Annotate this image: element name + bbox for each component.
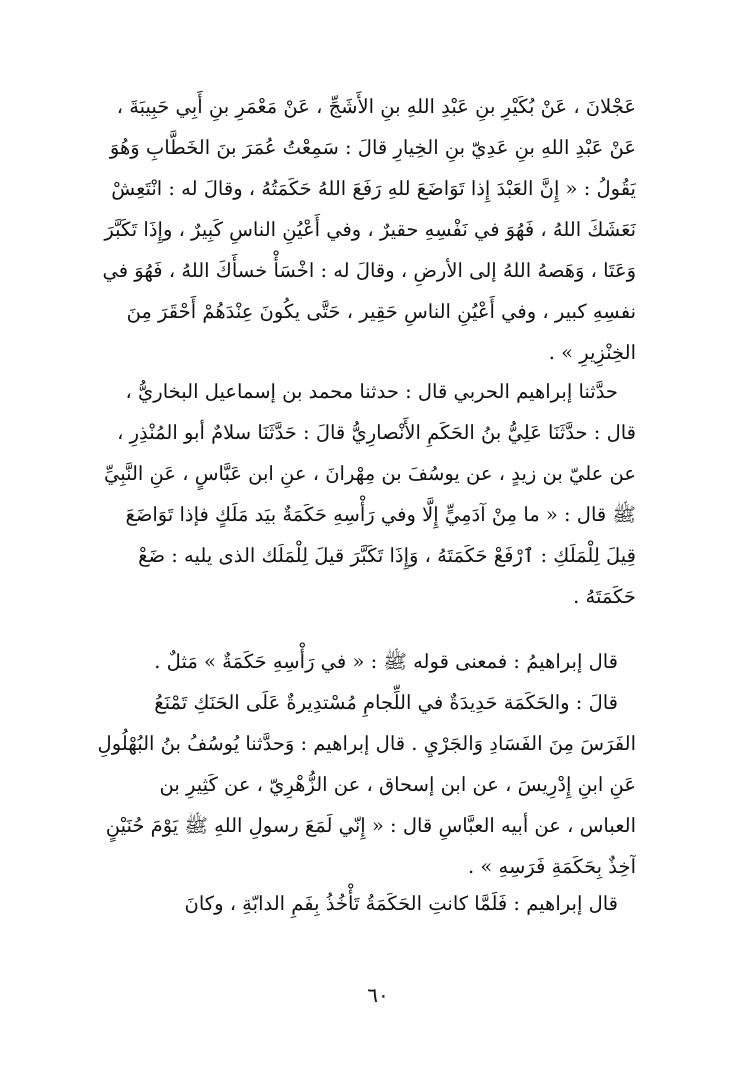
paragraph-4 bbox=[98, 883, 636, 924]
text-line: قال : حدَّثَنَا عَلِيُّ بنُ الحَكَمِ الأَنْصارِيُّ قالَ : حَدَّثَنَا سلامٌ أبو المُنْذِرِ ، bbox=[117, 421, 636, 444]
text-line: قال إبراهيمُ : فمعنى قوله ﷺ : « في رَأْسِهِ حَكَمَةٌ » مَثلٌ . bbox=[154, 650, 618, 673]
text-line: عَنِ ابنِ إِدْرِيسَ ، عن ابن إسحاق ، عن الزُّهْرِيّ ، عن كَثِيرِ بن bbox=[159, 773, 636, 796]
text-line: عَجْلانَ ، عَنْ بُكَيْرِ بنِ عَبْدِ اللهِ بنِ الأَشَجِّ ، عَنْ مَعْمَرِ بنِ أَبِي حَبِيبَةَ ، bbox=[116, 95, 636, 118]
text-line: نَعَشَكَ اللهُ ، فَهُوَ في نَفْسِهِ حقيرٌ ، وفي أَعْيُنِ الناسِ كَبِيرٌ ، وإِذَا تَكَبَّرَ bbox=[104, 218, 636, 241]
text-line: حَكَمَتَهُ . bbox=[573, 585, 636, 608]
page-number: ٦٠ bbox=[367, 983, 389, 1007]
text-line: عن عليّ بن زيدٍ ، عن يوسُفَ بن مِهْرانَ ، عنِ ابن عَبَّاسٍ ، عَنِ النَّبِيِّ bbox=[103, 462, 636, 485]
paragraph-2 bbox=[98, 371, 636, 617]
text-line: ﷺ قال : « ما مِنْ آدَمِيٍّ إِلَّا وفي رَأْسِهِ حَكَمَةٌ بيَد مَلَكٍ فإذا تَوَاضَعَ bbox=[125, 503, 636, 526]
text-line: قِيلَ لِلْمَلَكِ : ٱرْفَعْ حَكَمَتَهُ ، وَإِذَا تَكَبَّرَ قيلَ لِلْمَلَك الذى يليه : ضَعْ bbox=[138, 544, 636, 567]
text-line: حدَّثنا إبراهيم الحربي قال : حدثنا محمد بن إسماعيل البخاريُّ ، bbox=[125, 380, 618, 403]
text-line: الخِنْزِيرِ » . bbox=[548, 341, 636, 364]
paragraph-3 bbox=[98, 641, 636, 887]
text-line: الفَرَسَ مِنَ الفَسَادِ وَالجَرْيِ . قال إبراهيم : وَحدَّثنا يُوسُفُ بنُ البُهْلُولِ bbox=[98, 732, 636, 755]
text-line: عَنْ عَبْدِ اللهِ بنِ عَدِيّ بنِ الخِيارِ قالَ : سَمِعْتُ عُمَرَ بنَ الخَطَّابِ وَهُوَ bbox=[109, 136, 636, 159]
text-line: يَقُولُ : « إِنَّ العَبْدَ إِذا تَوَاضَعَ للهِ رَفَعَ اللهُ حَكَمَتُهُ ، وقالَ له : انْتَعِشْ bbox=[111, 177, 636, 200]
text-line: قال إبراهيم : فَلَمَّا كانتِ الحَكَمَةُ تَأْخُذُ بِفَمِ الدابّةِ ، وكانَ bbox=[184, 892, 618, 915]
text-line: العباس ، عن أبيه العبَّاسِ قال : « إِنّي لَمَعَ رسولِ اللهِ ﷺ يَوْمَ حُنَيْنٍ bbox=[105, 814, 636, 837]
text-line: آخِذٌ بِحَكَمَةِ فَرَسِهِ » . bbox=[467, 855, 636, 878]
text-line: وَعَتَا ، وَهَصهُ اللهُ إلى الأرضِ ، وقالَ له : اخْسَأْ خسأَكَ اللهُ ، فَهُوَ في bbox=[102, 259, 636, 282]
paragraph-1 bbox=[98, 86, 636, 373]
text-line: قالَ : والحَكَمَة حَدِيدَةٌ في اللِّجامِ مُسْتدِيرةٌ عَلَى الحَنَكِ تَمْنَعُ bbox=[154, 691, 618, 714]
text-line: نفسِهِ كبير ، وفي أَعْيُنِ الناسِ حَقِير ، حَتَّى يكُونَ عِنْدَهُمْ أَحْقَرَ مِنَ bbox=[126, 300, 636, 323]
